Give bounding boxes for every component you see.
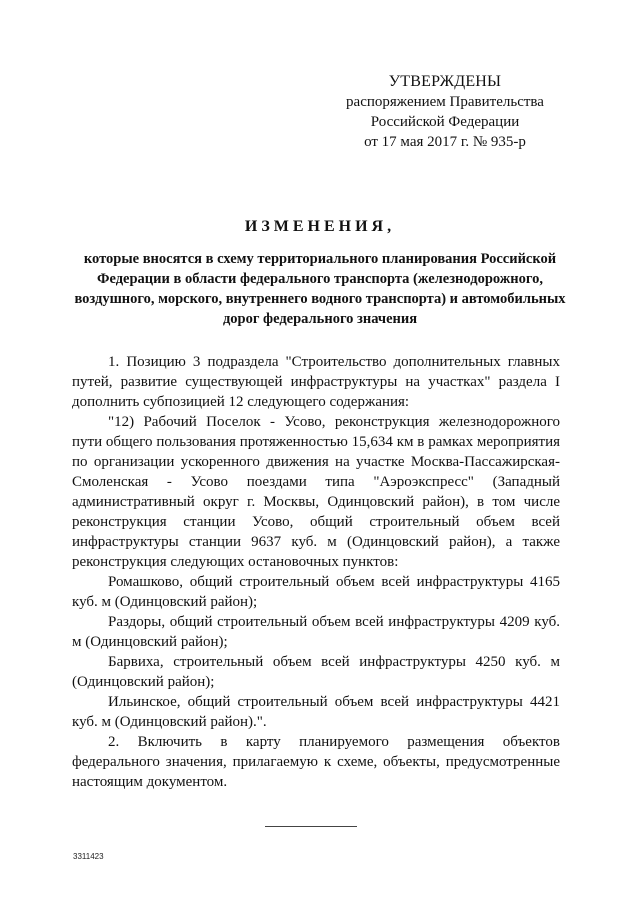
end-divider [265, 826, 357, 827]
approval-line-2: Российской Федерации [370, 114, 520, 130]
approval-title: УТВЕРЖДЕНЫ [388, 73, 502, 90]
paragraph-1: 1. Позицию 3 подраздела "Строительство дополнительных главных путей, развитие существующей инфраструктуры на участках" раздела I дополнить субпозицией 12 следующего содержания: [72, 354, 560, 410]
document-title: ИЗМЕНЕНИЯ, [244, 218, 396, 235]
paragraph-5: Барвиха, строительный объем всей инфраструктуры 4250 куб. м (Одинцовский район); [72, 654, 560, 690]
paragraph-6: Ильинское, общий строительный объем всей инфраструктуры 4421 куб. м (Одинцовский район).". [72, 694, 560, 730]
paragraph-2: "12) Рабочий Поселок - Усово, реконструкция железнодорожного пути общего пользования протяженностью 15,634 км в рамках мероприятия по организации ускоренного движения на участке Москва-Пассажирская-Смоленская - Усово поездами типа "Аэроэкспресс" (Западный административный округ г. Москвы, Одинцовский район), в том числе реконструкция станции Усово, общий строительный объем всей инфраструктуры станции 9637 куб. м (Одинцовский район), а также реконструкция следующих остановочных пунктов: [72, 414, 560, 570]
document-subtitle: которые вносятся в схему территориального планирования Российской Федерации в области федерального транспорта (железнодорожного, воздушного, морского, внутреннего водного транспорта) и автомобильных дорог федерального значения [74, 251, 566, 327]
paragraph-7: 2. Включить в карту планируемого размещения объектов федерального значения, прилагаемую к схеме, объекты, предусмотренные настоящим документом. [72, 734, 560, 790]
approval-block [330, 72, 560, 152]
footer-document-code: 3311423 [73, 852, 104, 861]
paragraph-3: Ромашково, общий строительный объем всей инфраструктуры 4165 куб. м (Одинцовский район); [72, 574, 560, 610]
paragraph-4: Раздоры, общий строительный объем всей инфраструктуры 4209 куб. м (Одинцовский район); [72, 614, 560, 650]
approval-line-3: от 17 мая 2017 г. № 935-р [364, 134, 526, 150]
document-body [72, 352, 560, 792]
approval-line-1: распоряжением Правительства [346, 94, 544, 110]
